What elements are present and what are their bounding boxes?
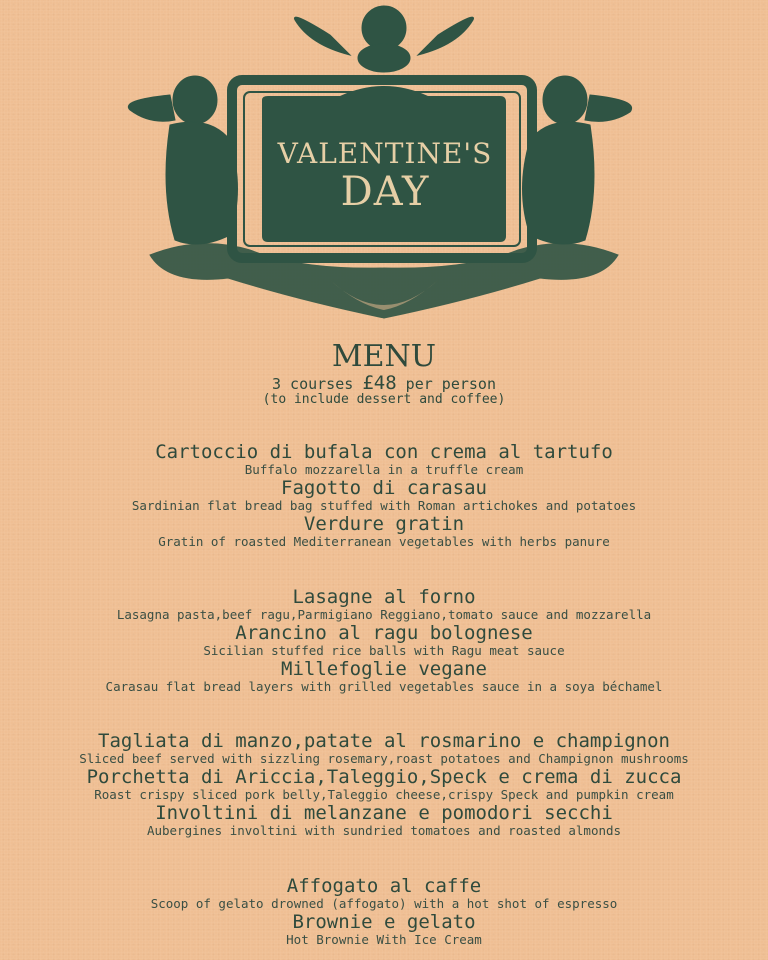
dish-item bbox=[0, 767, 768, 803]
menu-title: MENU bbox=[331, 339, 437, 374]
dish-description: Carasau flat bread layers with grilled vegetables sauce in a soya béchamel bbox=[105, 679, 663, 694]
sign-title bbox=[240, 137, 530, 215]
dish-name: Fagotto di carasau bbox=[281, 477, 487, 499]
dish-item bbox=[0, 514, 768, 550]
sign-line-day: DAY bbox=[340, 169, 430, 215]
dish-description: Buffalo mozzarella in a truffle cream bbox=[244, 462, 524, 477]
dish-description: Sardinian flat bread bag stuffed with Roman artichokes and potatoes bbox=[131, 498, 637, 513]
dish-name: Lasagne al forno bbox=[292, 586, 476, 608]
dish-description: Sicilian stuffed rice balls with Ragu meat sauce bbox=[203, 643, 565, 658]
menu-price bbox=[0, 374, 768, 393]
dish-name: Affogato al caffe bbox=[286, 875, 482, 897]
dish-description: Lasagna pasta,beef ragu,Parmigiano Reggiano,tomato sauce and mozzarella bbox=[116, 607, 652, 622]
dish-item bbox=[0, 876, 768, 912]
dish-description: Hot Brownie With Ice Cream bbox=[286, 932, 482, 947]
menu-note: (to include dessert and coffee) bbox=[262, 392, 506, 407]
dish-name: Porchetta di Ariccia,Taleggio,Speck e crema di zucca bbox=[86, 766, 682, 788]
dish-description: Gratin of roasted Mediterranean vegetables with herbs panure bbox=[158, 534, 610, 549]
dish-name: Cartoccio di bufala con crema al tartufo bbox=[155, 441, 613, 463]
dish-description: Scoop of gelato drowned (affogato) with a hot shot of espresso bbox=[150, 896, 618, 911]
sign-line-valentines: VALENTINE'S bbox=[277, 137, 493, 170]
dish-item bbox=[0, 442, 768, 478]
course-mains bbox=[0, 587, 768, 695]
dish-name: Tagliata di manzo,patate al rosmarino e champignon bbox=[98, 730, 670, 752]
price-suffix: per person bbox=[405, 375, 496, 393]
dish-name: Brownie e gelato bbox=[292, 911, 476, 933]
dish-item bbox=[0, 659, 768, 695]
course-seconds bbox=[0, 731, 768, 839]
dish-name: Arancino al ragu bolognese bbox=[235, 622, 533, 644]
dish-item bbox=[0, 803, 768, 839]
valentines-emblem bbox=[0, 0, 768, 330]
dish-item bbox=[0, 623, 768, 659]
dish-description: Aubergines involtini with sundried tomatoes and roasted almonds bbox=[146, 823, 622, 838]
menu-header bbox=[0, 340, 768, 407]
dish-name: Involtini di melanzane e pomodori secchi bbox=[155, 802, 613, 824]
dish-item bbox=[0, 478, 768, 514]
course-desserts bbox=[0, 876, 768, 948]
price-amount: £48 bbox=[362, 372, 397, 394]
dish-description: Sliced beef served with sizzling rosemary,roast potatoes and Champignon mushrooms bbox=[79, 751, 689, 766]
dish-item bbox=[0, 587, 768, 623]
dish-item bbox=[0, 912, 768, 948]
dish-name: Verdure gratin bbox=[303, 513, 465, 535]
dish-description: Roast crispy sliced pork belly,Taleggio cheese,crispy Speck and pumpkin cream bbox=[94, 787, 674, 802]
price-prefix: 3 courses bbox=[272, 375, 354, 393]
dish-name: Millefoglie vegane bbox=[281, 658, 487, 680]
course-starters bbox=[0, 442, 768, 550]
dish-item bbox=[0, 731, 768, 767]
